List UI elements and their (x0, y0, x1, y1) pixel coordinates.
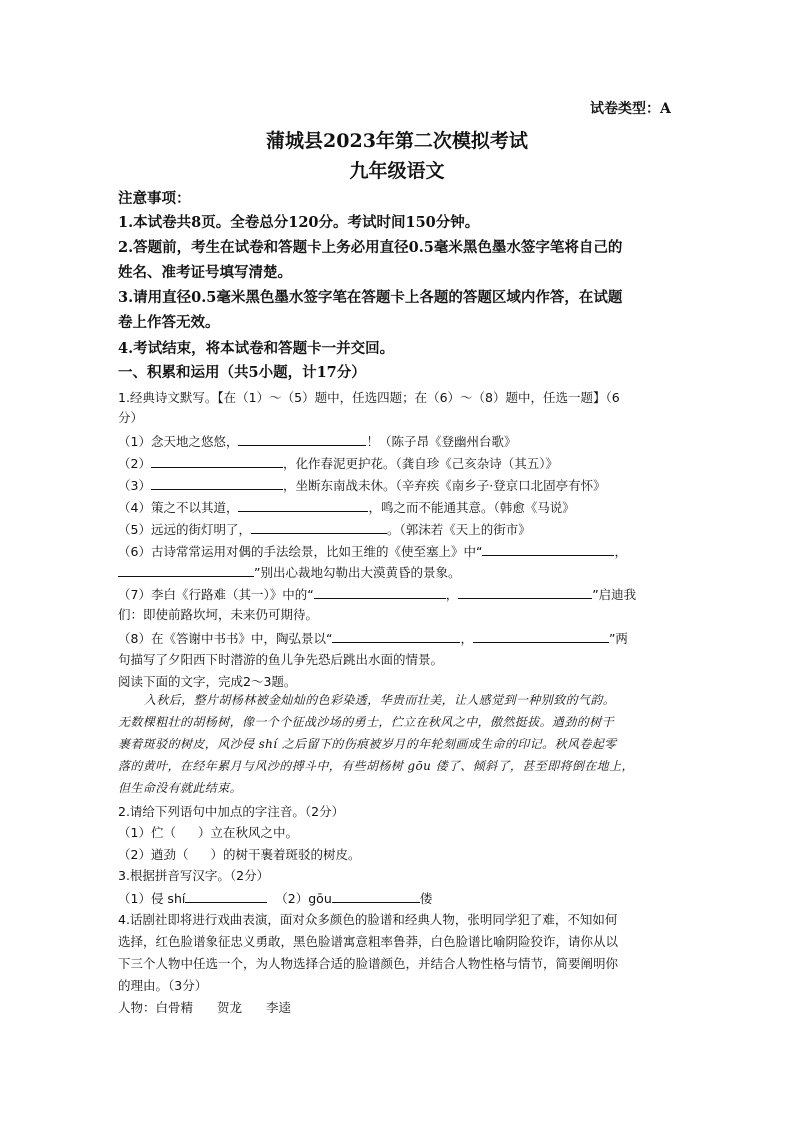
character-option: 白骨精 (155, 1000, 194, 1015)
q3-items (118, 889, 432, 908)
q1-line-7 (118, 585, 636, 604)
answer-blank[interactable] (473, 629, 609, 643)
q1-line-1 (118, 432, 516, 451)
answer-blank[interactable] (332, 889, 420, 903)
passage-line: 裹着斑驳的树皮，风沙侵 shí 之后留下的伤痕被岁月的年轮刻画成生命的印记。秋风卷起零 (118, 737, 617, 751)
answer-blank[interactable] (238, 498, 368, 512)
q1-line-8-sep: ， (460, 631, 473, 646)
q1-line-6-pre: （6）古诗常常运用对偶的手法绘景，比如王维的《使至塞上》中“ (118, 544, 483, 559)
reading-intro: 阅读下面的文字，完成2～3题。 (118, 674, 297, 689)
q1-line-3-post: ，坐断东南战未休。（辛弃疾《南乡子·登京口北固亭有怀》 (282, 478, 606, 493)
q1-line-1-post: ！（陈子昂《登幽州台歌》 (366, 434, 517, 449)
answer-blank[interactable] (458, 585, 592, 599)
passage-line: 但生命没有就此结束。 (118, 781, 243, 795)
q1-line-5-pre: （5）远远的街灯明了， (118, 522, 251, 537)
note-item: 1.本试卷共8页。全卷总分120分。考试时间150分钟。 (118, 214, 480, 231)
q1-line-2-pre: （2） (118, 456, 151, 471)
note-item: 姓名、准考证号填写清楚。 (118, 264, 292, 281)
q1-line-6-post: ”别出心裁地勾勒出大漠黄昏的景象。 (254, 565, 461, 580)
character-option: 贺龙 (217, 1000, 243, 1015)
q1-line-7-pre: （7）李白《行路难（其一）》中的“ (118, 587, 314, 602)
q1-line-8-cont: 句描写了夕阳西下时潜游的鱼儿争先恐后跳出水面的情景。 (118, 652, 444, 667)
answer-blank[interactable] (151, 454, 283, 468)
q1-line-5-post: 。（郭沫若《天上的街市》 (386, 522, 531, 537)
answer-blank[interactable] (332, 629, 460, 643)
q1-line-3-pre: （3） (118, 478, 151, 493)
passage-line: 无数棵粗壮的胡杨树，像一个个征战沙场的勇士，伫立在秋风之中，傲然挺拔。遒劲的树干 (118, 715, 615, 729)
q1-line-8-pre: （8）在《答谢中书书》中，陶弘景以“ (118, 631, 333, 646)
section-heading: 一、积累和运用（共5小题，计17分） (118, 364, 366, 381)
q1-line-5 (118, 520, 531, 539)
q1-line-7-sep: ， (445, 587, 459, 602)
q4-line: 的理由。（3分） (118, 978, 208, 993)
q4-line: 选择，红色脸谱象征忠义勇敢，黑色脸谱寓意粗率鲁莽，白色脸谱比喻阴险狡诈，请你从以 (118, 934, 619, 949)
q1-line-4-pre: （4）策之不以其道， (118, 500, 239, 515)
exam-subtitle: 九年级语文 (349, 160, 445, 182)
q1-line-4 (118, 498, 575, 517)
q1-line-6 (118, 542, 627, 561)
paper-type-label: 试卷类型：A (590, 101, 671, 117)
q1-line-3 (118, 476, 606, 495)
notes-heading: 注意事项： (118, 190, 191, 207)
q2-stem: 2.请给下列语句中加点的字注音。（2分） (118, 804, 345, 819)
note-item: 2.答题前，考生在试卷和答题卡上务必用直径0.5毫米黑色墨水签字笔将自己的 (118, 239, 623, 256)
q3-item-2-post: 偻 (419, 891, 433, 906)
exam-title: 蒲城县2023年第二次模拟考试 (266, 130, 528, 152)
q1-line-7-post: ”启迪我 (592, 587, 637, 602)
q1-line-8 (118, 629, 628, 648)
q3-item-2: （2）gōu (275, 891, 332, 906)
q1-line-6-cont (118, 563, 460, 582)
note-item: 4.考试结束，将本试卷和答题卡一并交回。 (118, 340, 395, 357)
answer-blank[interactable] (314, 585, 446, 599)
q1-line-1-pre: （1）念天地之悠悠， (118, 434, 239, 449)
q2-item-1-pre: （1）伫（ (118, 825, 176, 840)
q1-line-2-post: ，化作春泥更护花。（龚自珍《己亥杂诗（其五）》 (282, 456, 558, 471)
q4-line: 下三个人物中任选一个，为人物选择合适的脸谱颜色，并结合人物性格与情节，简要阐明你 (118, 956, 619, 971)
answer-blank[interactable] (238, 432, 366, 446)
q1-line-7-cont: 们：即使前路坎坷，未来仍可期待。 (118, 607, 319, 622)
passage-line: 入秋后，整片胡杨林被金灿灿的色彩染透，华贵而壮美，让人感觉到一种别致的气韵。 (144, 693, 616, 707)
q1-line-4-post: ，鸣之而不能通其意。（韩愈《马说》 (368, 500, 575, 515)
q3-stem: 3.根据拼音写汉字。（2分） (118, 868, 270, 883)
q1-intro-cont: 分） (118, 410, 144, 425)
q1-line-8-post: ”两 (608, 631, 628, 646)
q2-item-1-post: ）立在秋风之中。 (197, 825, 298, 840)
q2-item-2-post: ）的树干裹着斑驳的树皮。 (210, 847, 361, 862)
q1-intro: 1.经典诗文默写。【在（1）～（5）题中，任选四题；在（6）～（8）题中，任选一题】（6 (118, 390, 620, 405)
q2-item-1 (118, 824, 298, 842)
q2-item-2-pre: （2）遒劲（ (118, 847, 189, 862)
passage-line: 落的黄叶，在经年累月与风沙的搏斗中，有些胡杨树 gōu 偻了、倾斜了，甚至即将倒在地上， (118, 759, 634, 773)
note-item: 卷上作答无效。 (118, 314, 220, 331)
characters-label: 人物： (118, 1000, 156, 1015)
answer-blank[interactable] (185, 889, 267, 903)
answer-blank[interactable] (251, 520, 387, 534)
q1-line-2 (118, 454, 558, 473)
q2-item-2 (118, 846, 360, 864)
note-item: 3.请用直径0.5毫米黑色墨水签字笔在答题卡上各题的答题区域内作答，在试题 (118, 289, 623, 306)
q3-item-1: （1）侵 shí (118, 891, 186, 906)
answer-blank[interactable] (482, 542, 614, 556)
q1-line-6-sep: ， (614, 544, 627, 559)
answer-blank[interactable] (151, 476, 283, 490)
character-option: 李逵 (266, 1000, 292, 1015)
answer-blank[interactable] (118, 563, 254, 577)
q4-line: 4.话剧社即将进行戏曲表演，面对众多颜色的脸谱和经典人物，张明同学犯了难，不知如何 (118, 912, 618, 927)
q4-characters (118, 999, 291, 1017)
